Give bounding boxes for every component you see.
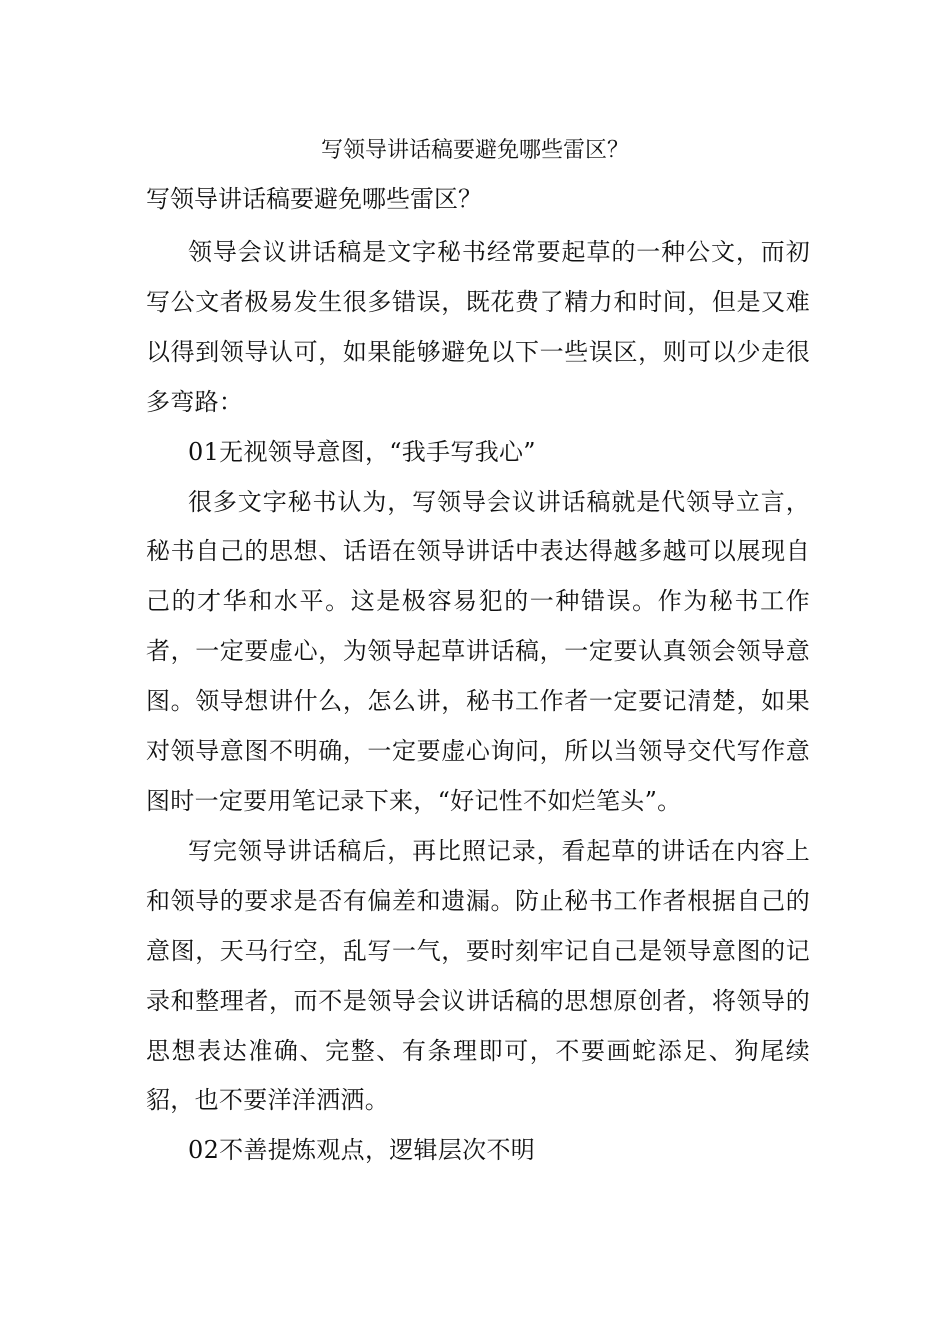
paragraph-section-01-b: 写完领导讲话稿后，再比照记录，看起草的讲话在内容上和领导的要求是否有偏差和遗漏。防止秘书工作者根据自己的意图，天马行空，乱写一气，要时刻牢记自己是领导意图的记录和整理者，而不是领导会议讲话稿的思想原创者，将领导的思想表达准确、完整、有条理即可，不要画蛇添足、狗尾续貂，也不要洋洋洒洒。 <box>146 836 810 1115</box>
document-subtitle: 写领导讲话稿要避免哪些雷区？ <box>146 185 482 213</box>
document-title: 写领导讲话稿要避免哪些雷区？ <box>320 138 629 163</box>
document-body <box>146 228 810 1176</box>
section-heading-02: 02不善提炼观点，逻辑层次不明 <box>188 1136 536 1165</box>
paragraph-intro: 领导会议讲话稿是文字秘书经常要起草的一种公文，而初写公文者极易发生很多错误，既花费了精力和时间，但是又难以得到领导认可，如果能够避免以下一些误区，则可以少走很多弯路： <box>146 238 810 416</box>
paragraph-section-01-a: 很多文字秘书认为，写领导会议讲话稿就是代领导立言，秘书自己的思想、话语在领导讲话中表达得越多越可以展现自己的才华和水平。这是极容易犯的一种错误。作为秘书工作者，一定要虚心，为领导起草讲话稿，一定要认真领会领导意图。领导想讲什么，怎么讲，秘书工作者一定要记清楚，如果对领导意图不明确，一定要虚心询问，所以当领导交代写作意图时一定要用笔记录下来，“好记性不如烂笔头”。 <box>146 487 810 815</box>
section-heading-01: 01无视领导意图，“我手写我心” <box>188 437 536 466</box>
